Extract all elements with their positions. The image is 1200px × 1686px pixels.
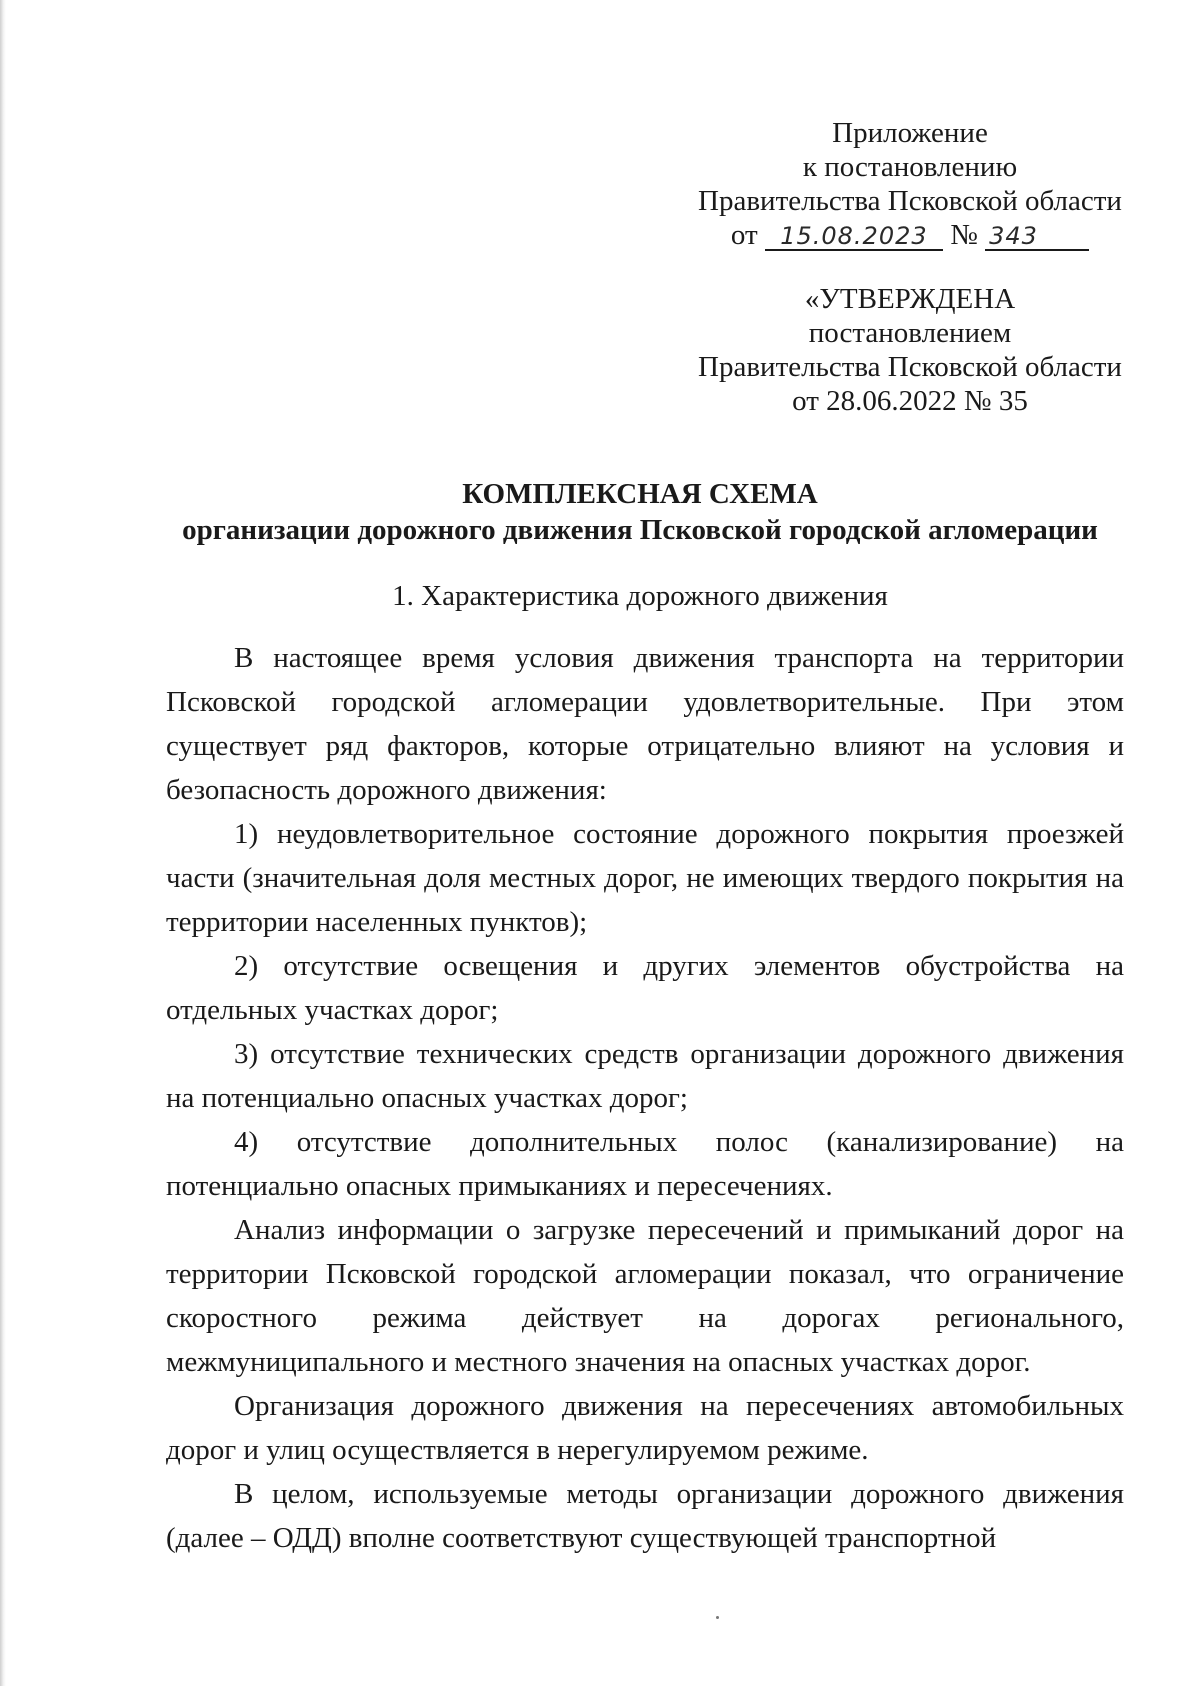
list-item: 1) неудовлетворительное состояние дорожного покрытия проезжей части (значительная доля местных дорог, не имеющих твердого покрытия на территории населенных пунктов); [166, 818, 1124, 938]
title-line-1: КОМПЛЕКСНАЯ СХЕМА [462, 478, 818, 510]
approved-line-2: постановлением [808, 317, 1012, 349]
paragraph: Анализ информации о загрузке пересечений и примыканий дорог на территории Псковской городской агломерации показал, что ограничение скоростного режима действует на дорогах регионального, межмуниципального и местного значения на опасных участках дорог. [166, 1214, 1124, 1378]
paragraph: В настоящее время условия движения транспорта на территории Псковской городской агломерации удовлетворительные. При этом существует ряд факторов, которые отрицательно влияют на условия и безопасность дорожного движения: [166, 642, 1124, 806]
approved-line-1: «УТВЕРЖДЕНА [804, 283, 1016, 315]
approved-header [640, 282, 1180, 418]
appendix-line-1: Приложение [832, 117, 988, 149]
appendix-header [640, 116, 1180, 252]
appendix-line-2: к постановлению [802, 151, 1018, 183]
approved-line-3: Правительства Псковской области [698, 351, 1122, 383]
paragraph: Организация дорожного движения на пересечениях автомобильных дорог и улиц осуществляется в нерегулируемом режиме. [166, 1390, 1124, 1466]
appendix-from-label: от [730, 219, 758, 251]
section-heading: 1. Характеристика дорожного движения [392, 580, 888, 612]
scan-speck [716, 1616, 719, 1619]
appendix-line-3: Правительства Псковской области [698, 185, 1122, 217]
document-title [160, 476, 1120, 548]
appendix-number-label: № [950, 219, 978, 251]
list-item: 4) отсутствие дополнительных полос (канализирование) на потенциально опасных примыканиях и пересечениях. [166, 1126, 1124, 1202]
title-line-2: организации дорожного движения Псковской городской агломерации [182, 514, 1098, 546]
scan-edge-shadow [0, 0, 6, 1686]
list-item: 3) отсутствие технических средств организации дорожного движения на потенциально опасных участках дорог; [166, 1038, 1124, 1114]
list-item: 2) отсутствие освещения и других элементов обустройства на отдельных участках дорог; [166, 950, 1124, 1026]
handwritten-date: 15.08.2023 [765, 223, 943, 251]
approved-line-4: от 28.06.2022 № 35 [792, 385, 1028, 417]
handwritten-number: 343 [985, 223, 1089, 251]
paragraph: В целом, используемые методы организации дорожного движения (далее – ОДД) вполне соответствуют существующей транспортной [166, 1478, 1124, 1554]
body-text [166, 636, 1124, 1560]
appendix-date-number-line [640, 218, 1180, 252]
